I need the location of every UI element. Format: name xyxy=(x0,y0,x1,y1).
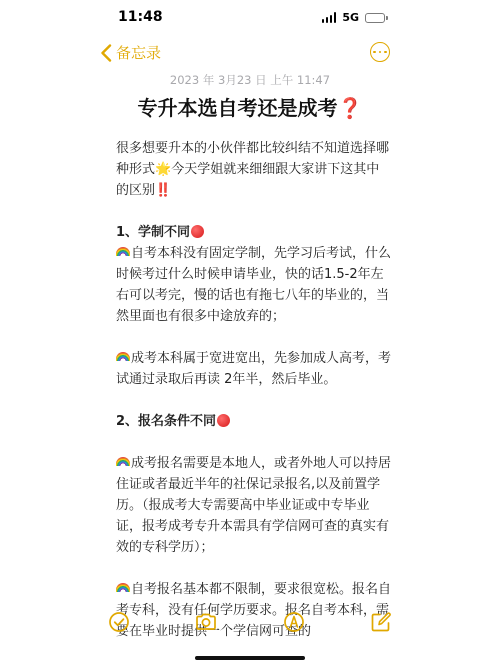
intro-paragraph: 很多想要升本的小伙伴都比较纠结不知道选择哪种形式🌟今天学姐就来细细跟大家讲下这其中的区别‼️ xyxy=(116,141,390,198)
question-mark-emoji-icon: ❓ xyxy=(337,96,363,120)
status-bar xyxy=(0,0,500,36)
back-label: 备忘录 xyxy=(116,44,162,62)
sparkle-emoji-icon: 🌟 xyxy=(155,162,172,177)
section-heading-1: 1、学制不同 xyxy=(116,222,392,243)
more-options-button[interactable] xyxy=(370,42,390,62)
status-time: 11:48 xyxy=(118,9,163,25)
status-indicators xyxy=(322,11,388,24)
note-body[interactable] xyxy=(116,138,392,642)
section2-paragraph-2: 自考报名基本都不限制，要求很宽松。报名自考专科，没有任何学历要求。报名自考本科，需要在毕业时提供一个学信网可查的 xyxy=(116,582,392,639)
chevron-left-icon xyxy=(100,44,112,62)
nav-bar xyxy=(0,40,500,68)
section2-paragraph-1: 成考报名需要是本地人，或者外地人可以持居住证或者最近半年的社保记录报名,以及前置学历。（报成考大专需要高中毕业证或中专毕业证，报考成考专升本需具有学信网可查的真实有效的专科学历）； xyxy=(116,456,392,555)
note-timestamp: 2023 年 3月23 日 上午 11:47 xyxy=(169,73,331,87)
network-label: 5G xyxy=(342,11,359,24)
rainbow-emoji-icon xyxy=(116,583,130,592)
rainbow-emoji-icon xyxy=(116,247,130,256)
more-dot-icon xyxy=(373,51,376,54)
camera-icon xyxy=(195,611,217,633)
compose-button[interactable] xyxy=(370,611,392,633)
note-title[interactable]: 专升本选自考还是成考❓ xyxy=(137,96,363,120)
checklist-icon xyxy=(108,611,130,633)
markup-button[interactable] xyxy=(283,611,305,633)
bottom-toolbar xyxy=(0,608,500,638)
battery-charging-icon xyxy=(365,13,388,23)
signal-icon xyxy=(322,12,337,23)
home-indicator[interactable] xyxy=(195,656,305,660)
rainbow-emoji-icon xyxy=(116,457,130,466)
back-button[interactable] xyxy=(100,42,161,63)
rainbow-emoji-icon xyxy=(116,352,130,361)
red-circle-emoji-icon xyxy=(191,225,204,238)
section-heading-2: 2、报名条件不同 xyxy=(116,411,392,432)
section1-paragraph-1: 自考本科没有固定学制，先学习后考试，什么时候考过什么时候申请毕业，快的话1.5-2年左右可以考完，慢的话也有拖七八年的毕业的，当然里面也有很多中途放弃的； xyxy=(116,246,392,324)
compose-icon xyxy=(370,611,392,633)
section1-paragraph-2: 成考本科属于宽进宽出，先参加成人高考，考试通过录取后再读 2年半，然后毕业。 xyxy=(116,351,392,387)
red-circle-emoji-icon xyxy=(217,414,230,427)
double-exclamation-emoji-icon: ‼️ xyxy=(155,183,172,198)
markup-pen-icon xyxy=(283,611,305,633)
camera-button[interactable] xyxy=(195,611,217,633)
checklist-button[interactable] xyxy=(108,611,130,633)
